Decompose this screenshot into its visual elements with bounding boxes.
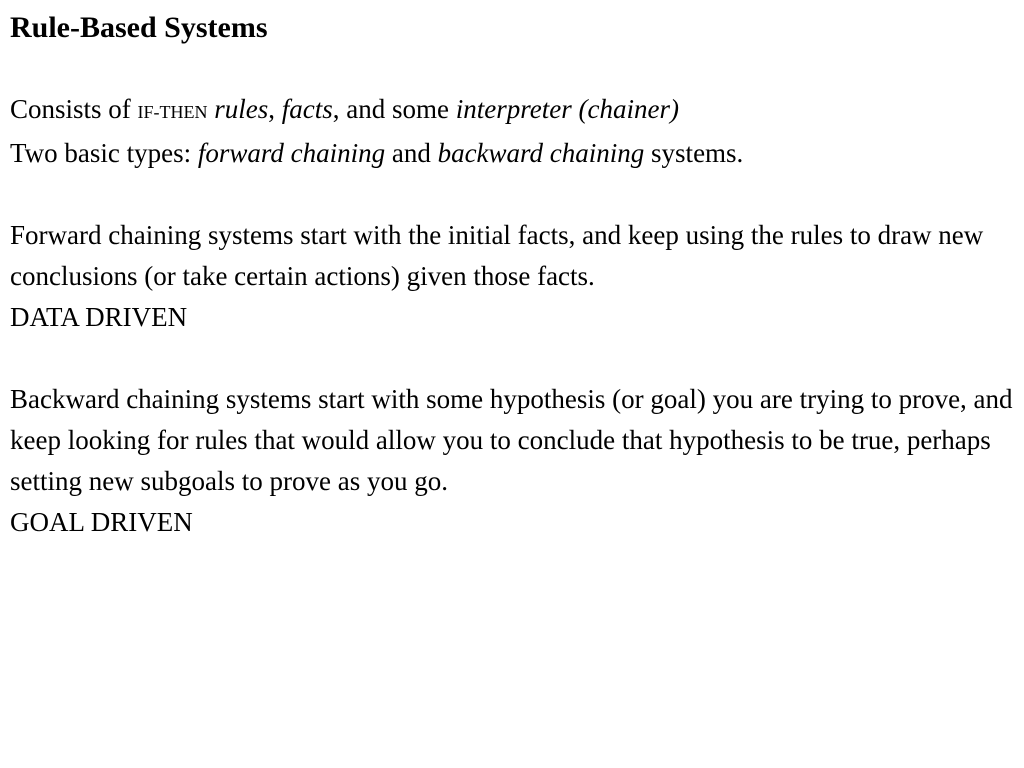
two-types-prefix: Two basic types:: [10, 138, 198, 168]
backward-chaining-paragraph: Backward chaining systems start with some hypothesis (or goal) you are trying to prove, and keep looking for rules that would allow you to conclude that hypothesis to be true, perhaps setting new subgoals to prove as you go.: [10, 384, 1013, 496]
goal-driven-label: GOAL DRIVEN: [10, 507, 193, 537]
and-some-text: , and some: [332, 94, 456, 124]
two-types-line: [10, 133, 1014, 174]
slide-title: Rule-Based Systems: [10, 11, 268, 44]
systems-suffix: systems.: [644, 138, 744, 168]
slide: [10, 8, 1014, 543]
rules-term: rules: [214, 94, 269, 124]
consists-prefix: Consists of: [10, 94, 138, 124]
and-text: and: [385, 138, 438, 168]
backward-chaining-term: backward chaining: [437, 138, 645, 168]
data-driven-label: DATA DRIVEN: [10, 302, 188, 332]
spacer: [10, 48, 1014, 89]
forward-chaining-term: forward chaining: [197, 138, 386, 168]
if-then-term: IF-THEN: [137, 102, 208, 122]
spacer: [10, 174, 1014, 215]
comma-text: ,: [268, 94, 282, 124]
facts-term: facts: [281, 94, 333, 124]
spacer: [10, 338, 1014, 379]
forward-chaining-paragraph: Forward chaining systems start with the initial facts, and keep using the rules to draw new conclusions (or take certain actions) given those facts.: [10, 220, 984, 291]
interpreter-term: interpreter (chainer): [455, 94, 679, 124]
consists-of-line: [10, 89, 1014, 133]
